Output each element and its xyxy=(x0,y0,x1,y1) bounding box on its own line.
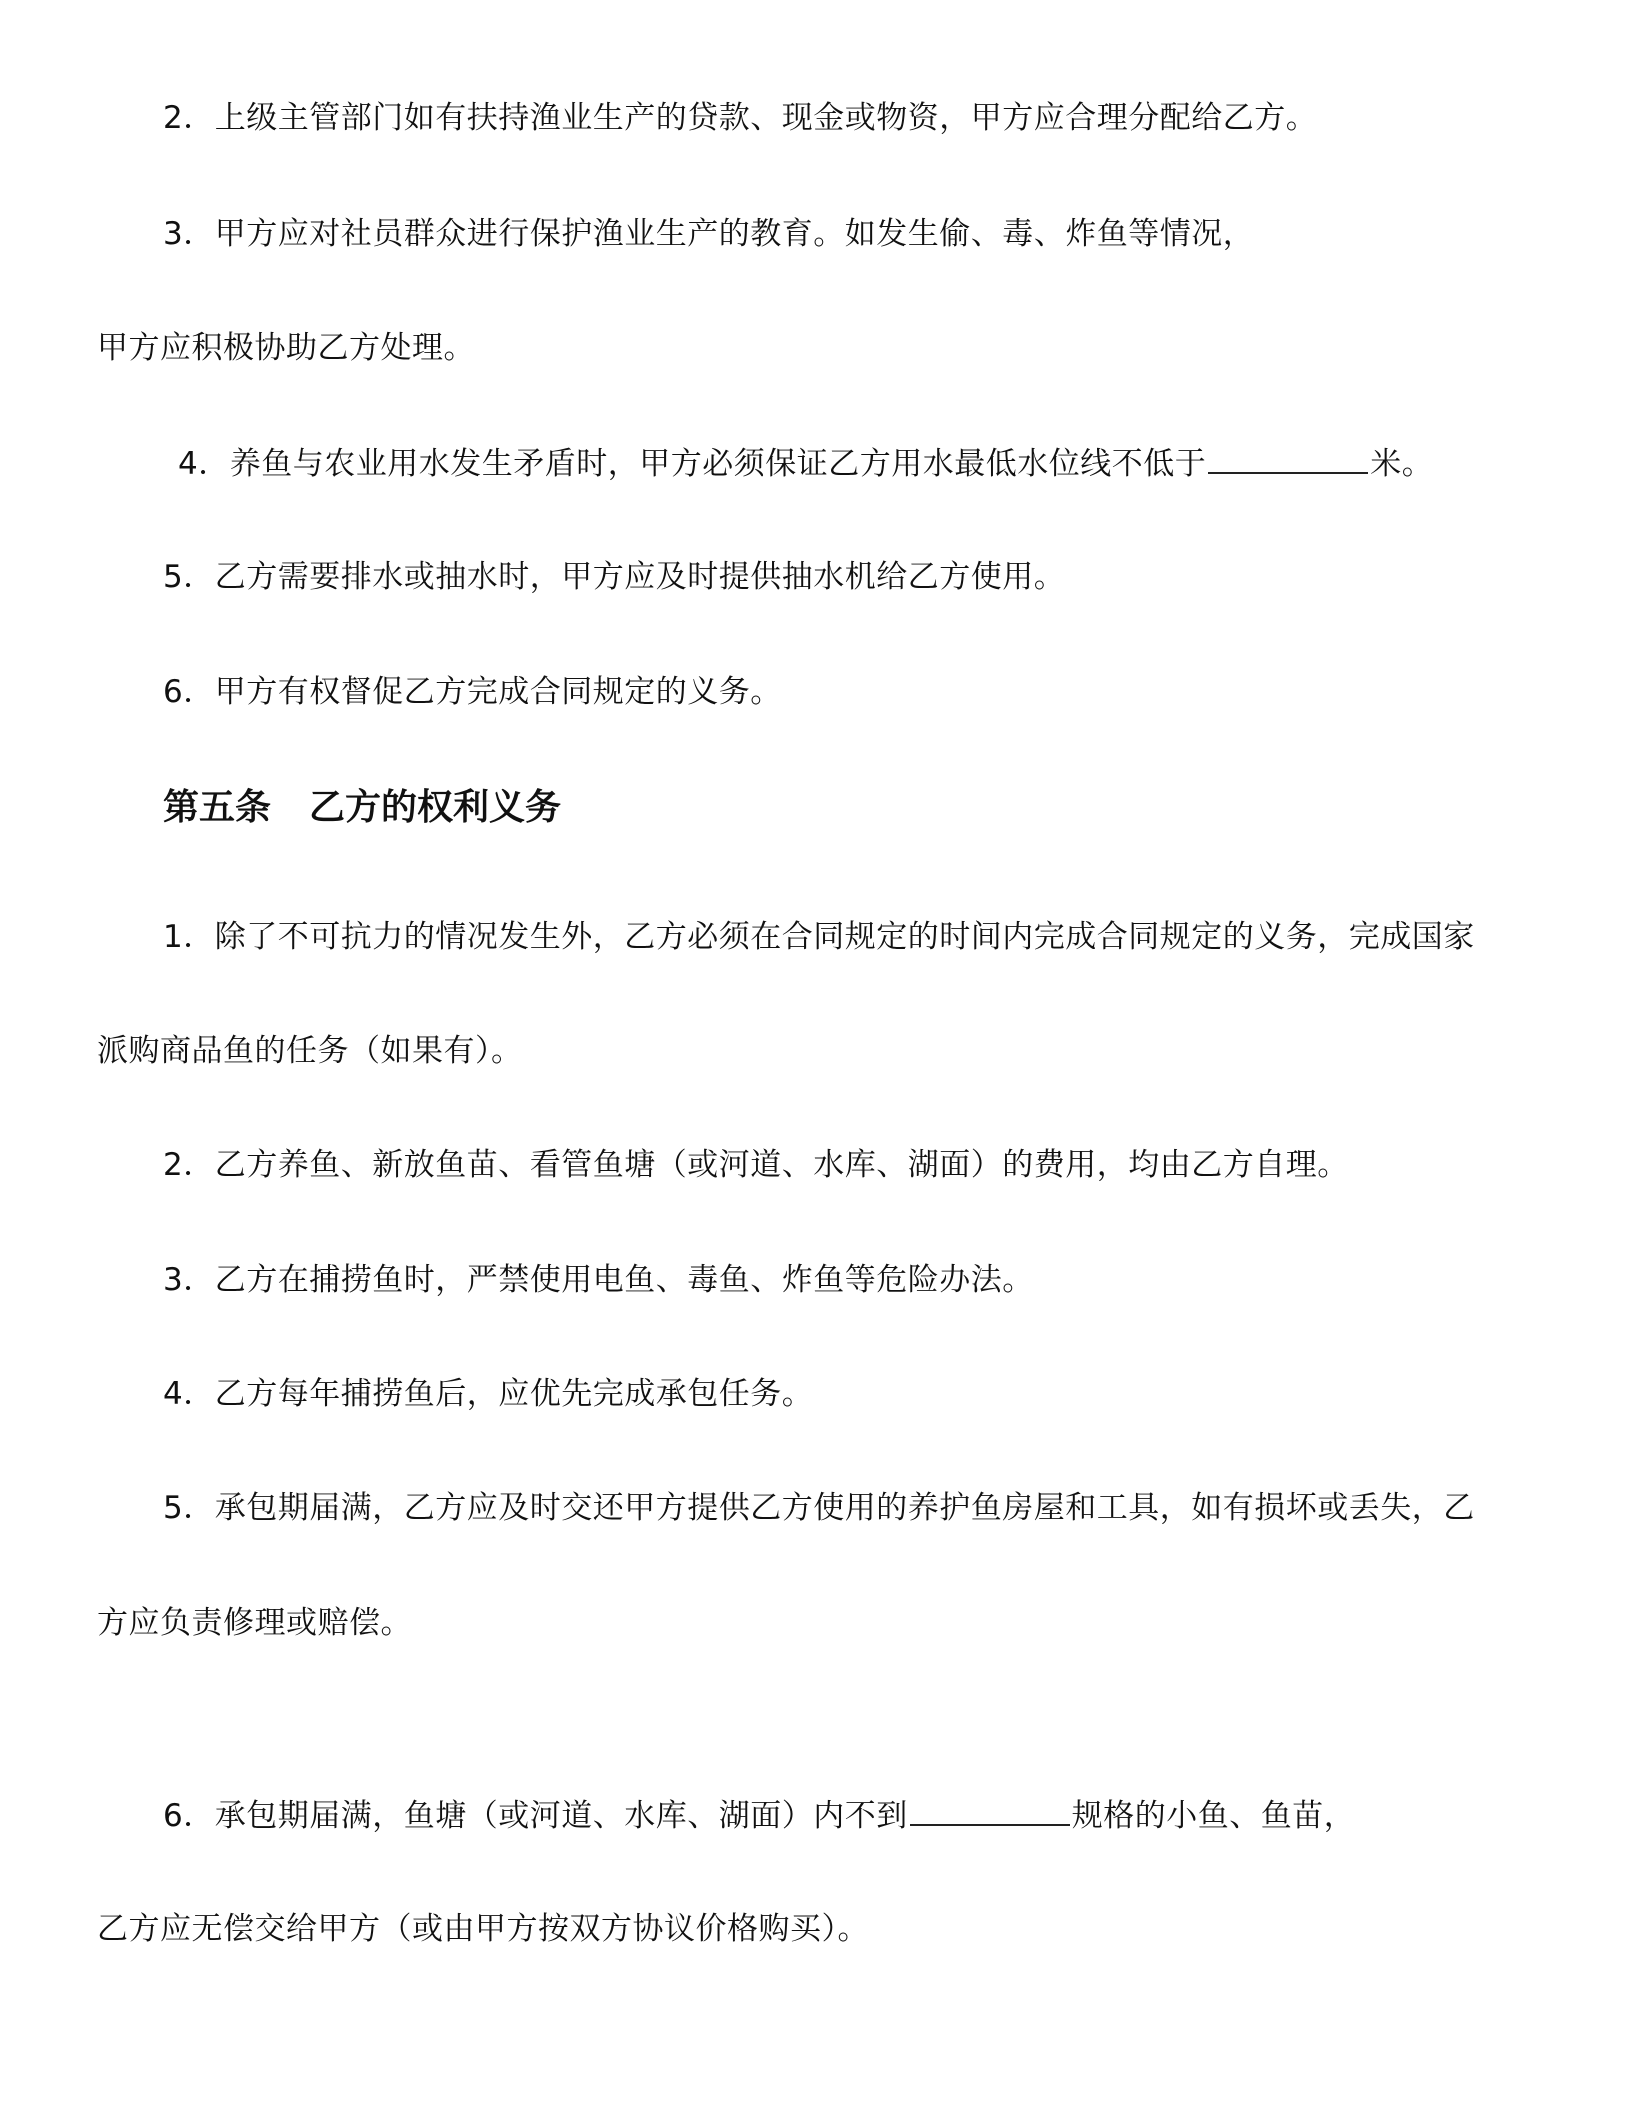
clause-4-item-5: 5．乙方需要排水或抽水时，甲方应及时提供抽水机给乙方使用。 xyxy=(163,559,1066,595)
clause-5-item-5-line-2: 方应负责修理或赔偿。 xyxy=(97,1605,412,1641)
clause-4-item-4-text: 4．养鱼与农业用水发生矛盾时，甲方必须保证乙方用水最低水位线不低于 xyxy=(178,446,1207,482)
clause-4-item-3-line-1: 3．甲方应对社员群众进行保护渔业生产的教育。如发生偷、毒、炸鱼等情况， xyxy=(163,216,1255,252)
water-level-blank[interactable] xyxy=(1208,442,1368,474)
clause-5-item-2: 2．乙方养鱼、新放鱼苗、看管鱼塘（或河道、水库、湖面）的费用，均由乙方自理。 xyxy=(163,1147,1349,1183)
section-5-heading-number: 第五条 xyxy=(163,787,272,828)
fish-size-blank[interactable] xyxy=(910,1794,1070,1826)
clause-5-item-1-line-1: 1．除了不可抗力的情况发生外，乙方必须在合同规定的时间内完成合同规定的义务，完成国家 xyxy=(163,919,1475,955)
clause-5-item-6-text: 6．承包期届满，鱼塘（或河道、水库、湖面）内不到 xyxy=(163,1798,908,1834)
clause-5-item-6-line-1 xyxy=(163,1794,1355,1836)
clause-4-item-4-unit: 米。 xyxy=(1370,446,1434,482)
clause-5-item-4: 4．乙方每年捕捞鱼后，应优先完成承包任务。 xyxy=(163,1376,814,1412)
clause-5-item-3: 3．乙方在捕捞鱼时，严禁使用电鱼、毒鱼、炸鱼等危险办法。 xyxy=(163,1262,1034,1298)
section-5-heading xyxy=(163,786,561,830)
clause-4-item-2: 2．上级主管部门如有扶持渔业生产的贷款、现金或物资，甲方应合理分配给乙方。 xyxy=(163,100,1318,136)
clause-5-item-6-line-2: 乙方应无偿交给甲方（或由甲方按双方协议价格购买）。 xyxy=(97,1911,869,1947)
clause-4-item-6: 6．甲方有权督促乙方完成合同规定的义务。 xyxy=(163,674,782,710)
clause-5-item-1-line-2: 派购商品鱼的任务（如果有）。 xyxy=(97,1033,523,1069)
clause-4-item-4 xyxy=(178,442,1433,484)
clause-5-item-5-line-1: 5．承包期届满，乙方应及时交还甲方提供乙方使用的养护鱼房屋和工具，如有损坏或丢失，乙 xyxy=(163,1490,1475,1526)
clause-4-item-3-line-2: 甲方应积极协助乙方处理。 xyxy=(97,330,475,366)
section-5-heading-title: 乙方的权利义务 xyxy=(309,787,562,828)
clause-5-item-6-text-after: 规格的小鱼、鱼苗， xyxy=(1071,1798,1356,1834)
